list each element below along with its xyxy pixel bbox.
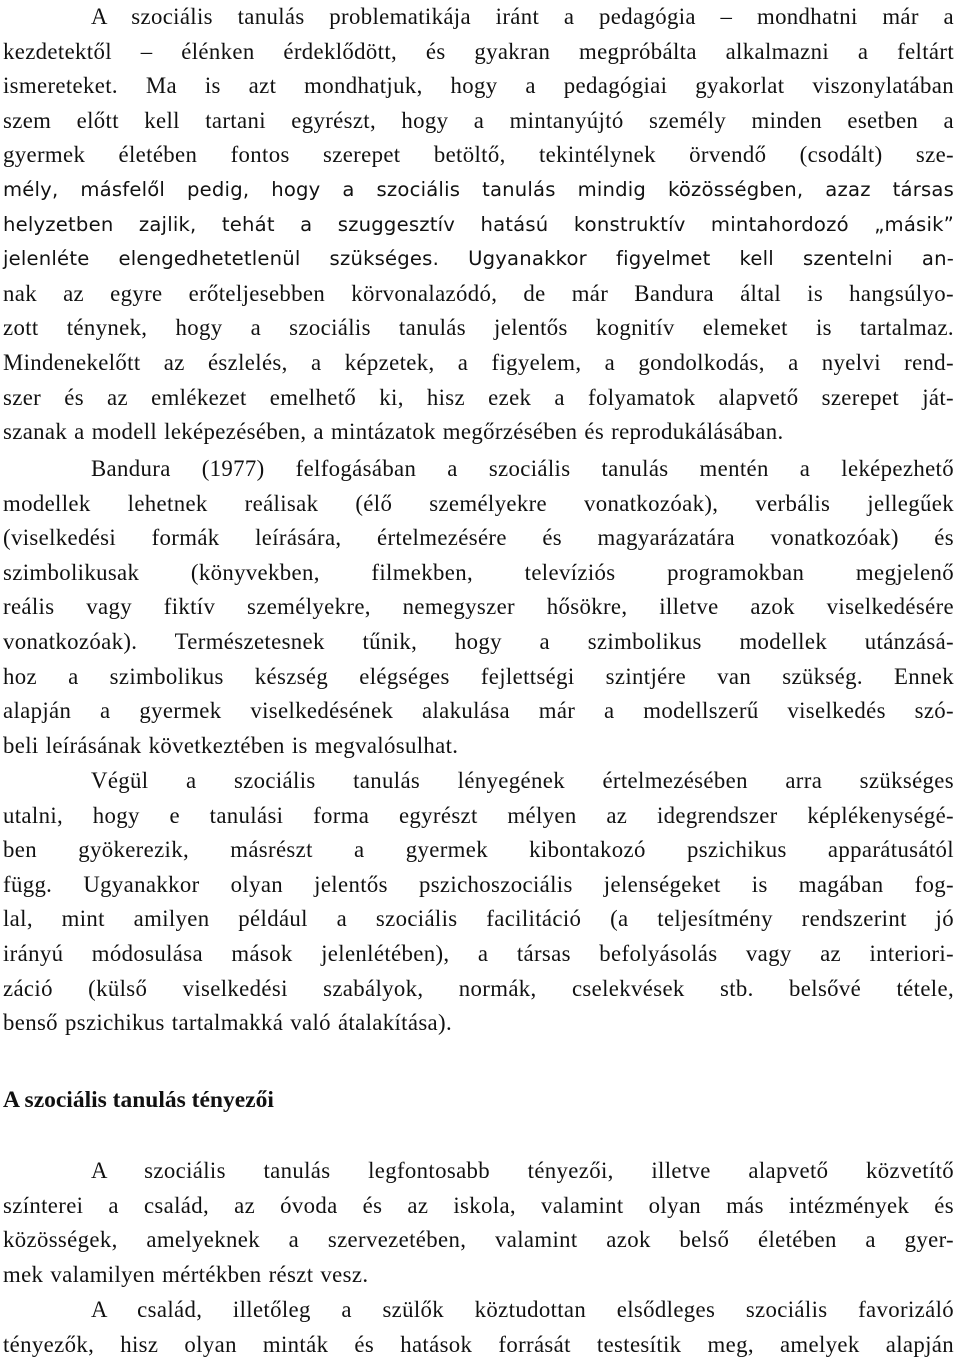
paragraph-1 <box>3 0 954 450</box>
text-line: helyzetben zajlik, tehát a szuggesztív hatású konstruktív mintahordozó „másik” <box>3 212 954 236</box>
text-line: hoz a szimbolikus készség elégséges fejlettségi szintjére van szükség. Ennek <box>3 663 954 689</box>
text-line: (viselkedési formák leírására, értelmezésére és magyarázatára vonatkozóak) és <box>3 525 954 551</box>
text-line: vonatkozóak). Természetesnek tűnik, hogy a szimbolikus modellek utánzásá- <box>3 628 954 654</box>
text-line: kezdetektől – élénken érdeklődött, és gyakran megpróbálta alkalmazni a feltárt <box>3 38 954 64</box>
text-line: ben gyökerezik, másrészt a gyermek kibontakozó pszichikus apparátusától <box>3 837 954 863</box>
text-line: utalni, hogy e tanulási forma egyrészt mélyen az idegrendszer képlékenységé- <box>3 802 954 828</box>
text-line: szer és az emlékezet emelhető ki, hisz ezek a folyamatok alapvető szerepet ját- <box>3 384 954 410</box>
section-heading: A szociális tanulás tényezői <box>3 1087 274 1113</box>
text-line: beli leírásának következtében is megvalósulhat. <box>3 732 459 758</box>
text-line: A család, illetőleg a szülők köztudottan elsődleges szociális favorizáló <box>91 1297 954 1322</box>
text-line: nak az egyre erőteljesebben körvonalazódó, de már Bandura által is hangsúlyo- <box>3 280 954 306</box>
text-line: szanak a modell leképezésében, a mintázatok megőrzésében és reprodukálásában. <box>3 419 784 445</box>
text-line: lal, mint amilyen például a szociális facilitáció (a teljesítmény rendszerint jó <box>3 906 954 932</box>
text-line: Bandura (1977) felfogásában a szociális tanulás mentén a leképezhető <box>91 456 954 481</box>
text-line: jelenléte elengedhetetlenül szükséges. Ugyanakkor figyelmet kell szentelni an- <box>3 247 954 271</box>
text-line: Mindenekelőtt az észlelés, a képzetek, a figyelem, a gondolkodás, a nyelvi rend- <box>3 349 954 375</box>
paragraph-3 <box>3 764 954 1041</box>
text-line: gyermek életében fontos szerepet betöltő, tekintélynek örvendő (csodált) sze- <box>3 142 954 168</box>
text-line: Végül a szociális tanulás lényegének értelmezésében arra szükséges <box>91 768 954 793</box>
text-line: tényezők, hisz olyan minták és hatások forrását testesítik meg, amelyek alapján <box>3 1331 954 1357</box>
section-paragraph-1 <box>3 1154 954 1292</box>
text-line: modellek lehetnek reálisak (élő személyekre vonatkozóak), verbális jellegűek <box>3 490 954 516</box>
text-line: mek valamilyen mértékben részt vesz. <box>3 1261 369 1287</box>
text-line: függ. Ugyanakkor olyan jelentős pszichoszociális jelenségeket is magában fog- <box>3 871 954 897</box>
text-line: közösségek, amelyeknek a szervezetében, valamint azok belső életében a gyer- <box>3 1227 954 1253</box>
text-line: alapján a gyermek viselkedésének alakulása már a modellszerű viselkedés szó- <box>3 698 954 724</box>
paragraph-2 <box>3 452 954 763</box>
section-paragraph-2 <box>3 1293 954 1362</box>
text-line: A szociális tanulás legfontosabb tényezői, illetve alapvető közvetítő <box>91 1158 954 1183</box>
text-line: benső pszichikus tartalmakká való átalakítása). <box>3 1010 453 1036</box>
text-line: A szociális tanulás problematikája iránt a pedagógia – mondhatni már a <box>91 4 954 29</box>
text-line: szimbolikusak (könyvekben, filmekben, televíziós programokban megjelenő <box>3 559 954 585</box>
text-line: ismereteket. Ma is azt mondhatjuk, hogy a pedagógiai gyakorlat viszonylatában <box>3 73 954 99</box>
text-line: szem előtt kell tartani egyrészt, hogy a mintanyújtó személy minden esetben a <box>3 107 954 133</box>
text-line: reális vagy fiktív személyekre, nemegyszer hősökre, illetve azok viselkedésére <box>3 594 954 620</box>
text-line: irányú módosulása mások jelenlétében), a társas befolyásolás vagy az interiori- <box>3 940 954 966</box>
text-line: színterei a család, az óvoda és az iskola, valamint olyan más intézmények és <box>3 1192 954 1218</box>
text-line: mély, másfelől pedig, hogy a szociális tanulás mindig közösségben, azaz társas <box>3 177 954 201</box>
text-line: záció (külső viselkedési szabályok, normák, cselekvések stb. belsővé tétele, <box>3 975 954 1001</box>
text-line: zott ténynek, hogy a szociális tanulás jelentős kognitív elemeket is tartalmaz. <box>3 315 954 341</box>
